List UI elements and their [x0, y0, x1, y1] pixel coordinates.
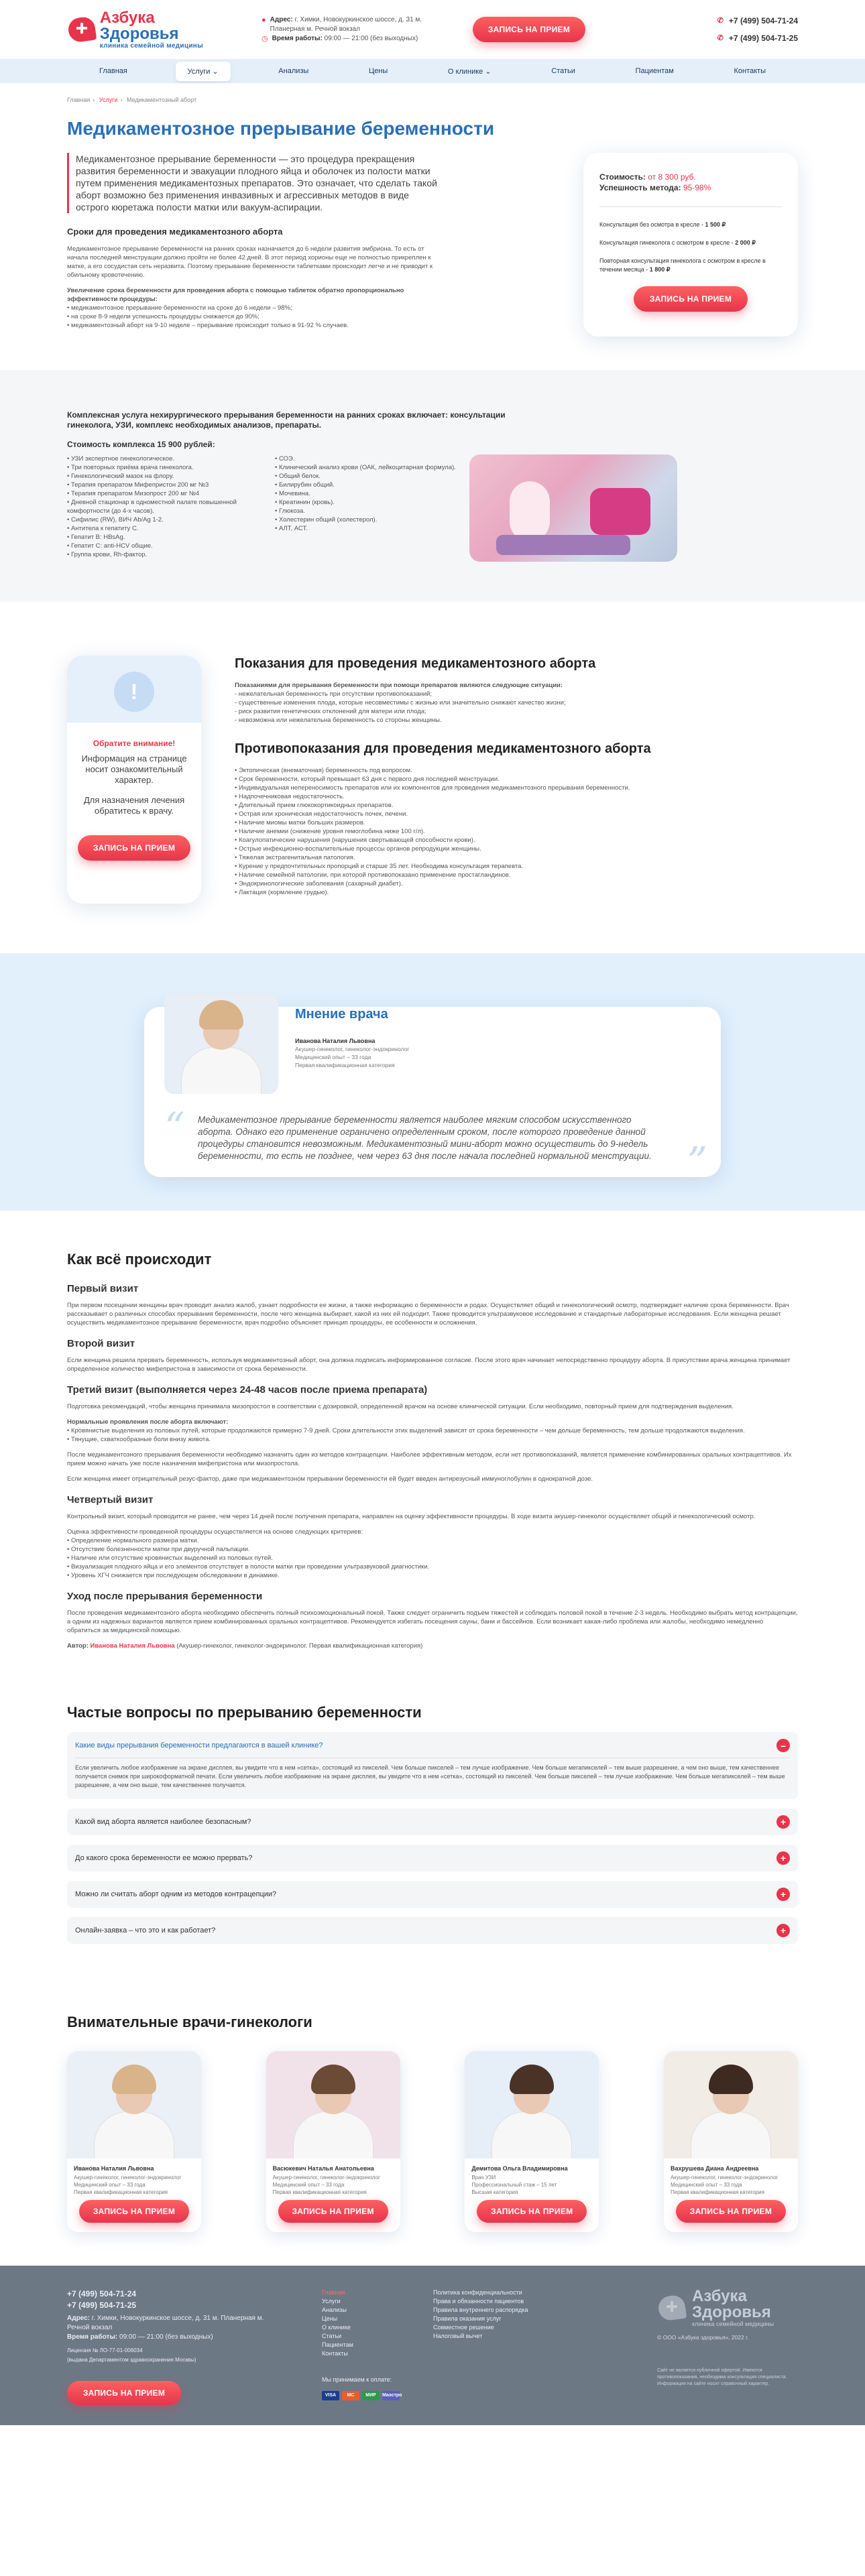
doctor-role: Акушер-гинеколог, гинеколог-эндокринолог — [670, 2174, 778, 2181]
site-footer — [0, 2266, 865, 2425]
complex-title: Комплексная услуга нехирургического прерывания беременности на ранних сроках включает: консультации гинеколога, УЗИ, комплекс необходимых анализов, препараты. — [67, 410, 506, 430]
visit-text: • Кровянистые выделения из половых путей, которые продолжаются примерно 7-9 дней. Сроки длительности этих выделений зависят от срока беременности – чем дольше беременность, тем дольше продолжаются выделения. • Тянущие, схваткообразные боли внизу живота. — [67, 1427, 745, 1443]
contraindication-item: • Эктопическая (внематочная) беременность под вопросом. — [235, 767, 412, 774]
price-card: Стоимость: от 8 300 руб. Успешность метода: 95-98% Консультация без осмотра в кресле - 1 500 ₽ Консультация гинеколога с осмотром в кресле - 2 000 ₽ Повторная консультация гинеколога с осмотром в кресле в течении месяца - 1 800 ₽ ЗАПИСЬ НА ПРИЕМ — [583, 153, 798, 336]
payment-methods — [322, 2391, 400, 2400]
footer-legal-link[interactable]: Совместное решение — [433, 2324, 494, 2331]
success-label: Успешность метода: — [599, 183, 681, 192]
header-address-block — [262, 15, 453, 44]
clinic-photo — [469, 454, 677, 562]
contraindication-item: • Срок беременности, который превышает 63 дня с первого дня последней менструации. — [235, 776, 500, 783]
complex-list-item: • Гепатит С: anti-HCV общие. — [67, 542, 153, 550]
nav-patients[interactable]: Пациентам — [635, 67, 674, 75]
footer-nav-link[interactable]: Пациентам — [322, 2341, 353, 2348]
phone-1[interactable]: +7 (499) 504-71-24 — [728, 16, 798, 25]
nav-prices[interactable]: Цены — [369, 67, 388, 75]
warning-text: Для назначения лечения обратитесь к врачу. — [83, 795, 185, 816]
appointment-button[interactable]: ЗАПИСЬ НА ПРИЕМ — [79, 2200, 189, 2223]
doctor-role: Акушер-гинеколог, гинеколог-эндокринолог — [74, 2174, 182, 2181]
footer-nav-link[interactable]: Главная — [322, 2289, 345, 2296]
doctor-photo — [465, 2051, 599, 2158]
phone-2[interactable]: +7 (499) 504-71-25 — [728, 34, 798, 43]
complex-list-item: • Гепатит В: HBsAg. — [67, 534, 125, 541]
phone-icon: ✆ — [717, 17, 724, 25]
main-nav — [0, 59, 865, 83]
doctor-category: Первая квалификационная категория — [272, 2189, 367, 2195]
price-row-label: Консультация гинеколога с осмотром в кресле — [599, 239, 730, 246]
pay-title: Мы принимаем к оплате: — [322, 2376, 392, 2383]
complex-list-item: • УЗИ экспертное гинекологическое. — [67, 455, 174, 463]
doctor-name: Васюкевич Наталья Анатольевна — [272, 2165, 374, 2172]
phone-icon: ✆ — [717, 34, 724, 42]
doctor-name: Вахрушева Диана Андреевна — [670, 2165, 759, 2172]
doctor-experience: Медицинский опыт – 33 года — [74, 2182, 146, 2188]
doctor-photo — [67, 2051, 201, 2158]
plus-icon[interactable]: + — [776, 1888, 790, 1901]
price-row-label: Консультация без осмотра в кресле — [599, 221, 700, 228]
doctor-category: Первая квалификационная категория — [295, 1062, 395, 1068]
complex-list-item: • Билирубин общий. — [275, 481, 335, 489]
doctor-photo — [266, 2051, 400, 2158]
complex-list-item: • Терапия препаратом Мифепристон 200 мг №3 — [67, 481, 209, 489]
faq-answer: Если увеличить любое изображение на экране дисплея, вы увидите что в нем «сетка», состоящий из пикселей. Чем больше пикселей – тем лучше изображение. Чем больше мегапикселей – тем выше разрешение, а чем оно выше, тем качественнее получается снимок при широкоформатной печати. Если увеличить любое изображение на экране дисплея, вы увидите что в нем «сетка», состоящий из пикселей. Чем больше пикселей – тем лучше изображение. Чем больше мегапикселей – тем выше разрешение, а чем оно выше, тем качественнее получается. — [75, 1764, 785, 1788]
doctor-role: Акушер-гинеколог, гинеколог-эндокринолог — [272, 2174, 381, 2181]
complex-list-item: • Дневной стационар в одноместной палате повышенной комфортности (до 4-х часов). — [67, 499, 237, 515]
faq-question: Онлайн-заявка – что это и как работает? — [75, 1926, 216, 1935]
footer-nav-link[interactable]: Услуги — [322, 2298, 341, 2305]
complex-list-2 — [275, 454, 456, 562]
indication-item: - невозможна или нежелательна беременность со стороны женщины. — [235, 717, 442, 724]
plus-icon[interactable]: + — [776, 1815, 790, 1829]
footer-nav-link[interactable]: Анализы — [322, 2307, 347, 2313]
nav-analyses[interactable]: Анализы — [278, 67, 309, 75]
warning-title: Обратите внимание! — [93, 739, 176, 748]
disclaimer: Сайт не является публичной офертой. Имеются противопоказания, необходима консультация специалиста. Информация на сайте носит справочный характер. — [657, 2368, 787, 2386]
minus-icon[interactable]: – — [776, 1739, 790, 1752]
indication-item: - нежелательная беременность при отсутствии противопоказаний; — [235, 690, 432, 698]
faq-question: Какой вид аборта является наиболее безопасным? — [75, 1818, 251, 1826]
complex-list-item: • Холестерин общий (холестерол). — [275, 516, 378, 524]
payment-method-icon: Маэстро — [382, 2391, 400, 2400]
appointment-button[interactable]: ЗАПИСЬ НА ПРИЕМ — [676, 2200, 786, 2223]
complex-list-item: • СОЭ. — [275, 455, 295, 463]
doctor-name: Иванова Наталия Львовна — [295, 1038, 376, 1044]
contraindication-item: • Длительный прием глюкокортикоидных препаратов. — [235, 802, 394, 809]
footer-legal-link[interactable]: Налоговый вычет — [433, 2333, 483, 2339]
nav-about[interactable] — [436, 62, 504, 81]
faq-item[interactable] — [67, 1845, 798, 1872]
address-text: г. Химки, Новокуркинское шоссе, д. 31 м. Планерная м. Речной вокзал — [270, 16, 422, 33]
how-title: Как всё происходит — [67, 1251, 212, 1268]
visit-heading: Первый визит — [67, 1283, 139, 1294]
normal-signs-heading: Нормальные проявления после аборта включают: — [67, 1418, 229, 1426]
complex-list-item: • Гинекологический мазок на флору. — [67, 473, 174, 480]
heart-cross-icon — [67, 15, 95, 44]
appointment-button[interactable]: ЗАПИСЬ НА ПРИЕМ — [278, 2200, 388, 2223]
contraindication-item: • Эндокринологические заболевания (сахарный диабет). — [235, 880, 403, 887]
faq-item-open[interactable] — [67, 1732, 798, 1799]
complex-list-item: • Мочевина. — [275, 490, 310, 497]
doctor-card[interactable] — [266, 2051, 400, 2232]
nav-services[interactable] — [176, 62, 231, 81]
clock-icon: ◷ — [262, 35, 268, 43]
indication-item: - риск развития генетических отклонений для матери или плода; — [235, 708, 426, 715]
footer-nav-link[interactable]: Цены — [322, 2315, 338, 2322]
logo[interactable] — [67, 10, 228, 50]
doctor-opinion-section — [0, 953, 865, 1211]
footer-address-label: Адрес: — [67, 2315, 90, 2322]
doctor-category: Высшая категория — [471, 2189, 518, 2195]
appointment-button[interactable]: ЗАПИСЬ НА ПРИЕМ — [473, 17, 585, 42]
chevron-down-icon: ⌄ — [485, 67, 492, 76]
contraindication-item: • Курение у предпочтительных пропорций и старше 35 лет. Необходима консультация терапевта. — [235, 863, 524, 870]
nav-contacts[interactable]: Контакты — [734, 67, 766, 75]
contraindications-title: Противопоказания для проведения медикаментозного аборта — [235, 741, 651, 756]
success-value: 95-98% — [683, 183, 711, 192]
visit-text: Подготовка рекомендаций, чтобы женщина принимала мизопростол в соответствии с дозировкой, определенной врачом на основе клинической ситуации. Если необходимо, повторный прием для подтверждения выделения. — [67, 1403, 734, 1410]
footer-hours: 09:00 — 21:00 (без выходных) — [119, 2333, 213, 2341]
footer-legal-link[interactable]: Политика конфиденциальности — [433, 2289, 522, 2296]
contraindication-item: • Лактация (кормление грудью). — [235, 889, 329, 896]
location-icon: ● — [262, 16, 266, 24]
heart-cross-icon — [657, 2293, 687, 2323]
payment-method-icon: МИР — [362, 2391, 380, 2400]
footer-phone-2[interactable]: +7 (499) 504-71-25 — [67, 2301, 137, 2310]
nav-home[interactable]: Главная — [99, 67, 127, 75]
address-label: Адрес: — [270, 16, 293, 23]
contraindication-item: • Индивидуальная непереносимость препаратов или их компонентов для проведения медикаментозного прерывания беременности. — [235, 784, 630, 792]
author-role: (Акушер-гинеколог, гинеколог-эндокринолог. Первая квалификационная категория) — [176, 1642, 423, 1650]
contraindication-item: • Наличие семейной патологии, при которой противопоказано применение простагландинов. — [235, 871, 511, 879]
contraindication-item: • Наличие миомы матки больших размеров. — [235, 819, 365, 826]
contraindication-item: • Тяжелая экстрагенитальная патология. — [235, 854, 355, 861]
efficiency-item: • на сроке 8-9 недели успешность процедуры снижается до 90%; — [67, 313, 260, 320]
appointment-button[interactable]: ЗАПИСЬ НА ПРИЕМ — [634, 286, 748, 312]
cost-label: Стоимость: — [599, 172, 646, 182]
footer-nav-link[interactable]: Контакты — [322, 2350, 348, 2357]
contraindication-item: • Острые инфекционно-воспалительные процессы органов репродукции женщины. — [235, 845, 481, 853]
complex-service-section — [0, 370, 865, 602]
complex-price: Стоимость комплекса 15 900 рублей: — [67, 440, 215, 449]
nav-about-label: О клинике — [447, 67, 483, 76]
breadcrumb-home[interactable]: Главная — [67, 97, 91, 103]
nav-articles[interactable]: Статьи — [551, 67, 575, 75]
nav-services-label: Услуги — [187, 67, 211, 76]
logo-word-1: Азбука — [99, 8, 155, 27]
appointment-button[interactable]: ЗАПИСЬ НА ПРИЕМ — [67, 2381, 181, 2405]
opinion-title: Мнение врача — [295, 1007, 388, 1022]
faq-question: Можно ли считать аборт одним из методов контрацепции? — [75, 1890, 277, 1898]
footer-legal-link[interactable]: Права и обязанности пациентов — [433, 2298, 524, 2305]
logo-tagline: клиника семейной медицины — [99, 42, 203, 50]
footer-hours-label: Время работы: — [67, 2333, 118, 2341]
complex-list-item: • Глюкоза. — [275, 507, 305, 515]
site-header — [0, 0, 865, 59]
complex-list-item: • Клинический анализ крови (ОАК, лейкоцитарная формула). — [275, 464, 456, 471]
footer-legal-link[interactable]: Правила внутреннего распорядка — [433, 2307, 528, 2313]
copyright: © ООО «Азбука здоровья», 2022 г. — [657, 2334, 749, 2341]
efficiency-heading: Увеличение срока беременности для проведения аборта с помощью таблеток обратно пропорционально эффективности процедуры: — [67, 287, 404, 303]
visit-heading: Третий визит (выполняется через 24-48 часов после приема препарата) — [67, 1384, 428, 1396]
contraindication-item: • Коагулопатические нарушения (нарушения свертывающей способности крови). — [235, 837, 475, 844]
payment-method-icon: VISA — [322, 2391, 339, 2400]
complex-list-1 — [67, 454, 262, 562]
footer-logo[interactable] — [657, 2288, 798, 2327]
breadcrumb-current: Медикаментозный аборт — [126, 97, 197, 103]
terms-text: Медикаментозное прерывание беременности на ранних сроках назначается до 6 недели развития эмбриона. То есть от начала последней менструации должно пройти не более 42 дней. В этот период хорионы еще не полностью прикреплен к матке, а его сосудистая сеть неразвита. Поэтому прерывание беременности таблетками происходит легче и не приводит к обильному кровотечению. — [67, 245, 433, 279]
contraindication-item: • Наличие анемии (снижение уровня гемоглобина ниже 100 г/л). — [235, 828, 425, 835]
footer-nav — [322, 2288, 400, 2358]
contraindication-item: • Острая или хроническая недостаточность почек, печени. — [235, 810, 408, 818]
footer-legal-links — [433, 2288, 528, 2405]
doctor-experience: Медицинский опыт – 33 года — [272, 2182, 345, 2188]
intro-lead: Медикаментозное прерывание беременности — это процедура прекращения развития беременности и эвакуации плодного яйца и оболочек из полости матки путем применения медикаментозных препаратов. Это означает, что сделать такой аборт возможно без применения инвазивных и агрессивных методов в виде острого кюретажа полости матки или вакуум-аспирации. — [67, 153, 443, 213]
appointment-button[interactable]: ЗАПИСЬ НА ПРИЕМ — [477, 2200, 587, 2223]
breadcrumb: Главная › Услуги › Медикаментозный аборт — [67, 97, 197, 103]
complex-list-item: • Группа крови, Rh-фактор. — [67, 551, 148, 558]
indications-intro: Показаниями для прерывания беременности при помощи препаратов являются следующие ситуации: — [235, 682, 563, 689]
author-label: Автор: — [67, 1642, 89, 1650]
doctor-card[interactable] — [465, 2051, 599, 2232]
visit-text: Оценка эффективности проведенной процедуры осуществляется на основе следующих критериев: • Определение нормального размера матки. • Отсутствие болезненности матки при двуручной пальпации. • Наличие или отсутствие кровянистых выделений из половых путей. • Визуализация плодного яйца и его элементов отсутствует в полости матки при проведении ультразвуковой диагностики. • Уровень ХГЧ снижается при последующем обследовании в динамике. — [67, 1528, 430, 1579]
author-link[interactable]: Иванова Наталия Львовна — [90, 1642, 175, 1650]
faq-item[interactable] — [67, 1917, 798, 1944]
price-row-value: 2 000 ₽ — [735, 239, 756, 246]
complex-list-item: • Общий белок. — [275, 473, 321, 480]
complex-list-item: • АЛТ, АСТ. — [275, 525, 308, 532]
footer-nav-link[interactable]: О клинике — [322, 2324, 351, 2331]
quote-close-icon: ” — [687, 1139, 707, 1186]
doctor-photo — [664, 2051, 798, 2158]
doctor-role: Врач УЗИ — [471, 2174, 496, 2181]
contraindication-item: • Надпочечниковая недостаточность. — [235, 793, 345, 800]
efficiency-item: • медикаментозный аборт на 9-10 неделе – прерывание происходит только в 91-92 % случаев. — [67, 322, 349, 329]
quote-open-icon: “ — [164, 1104, 185, 1151]
complex-list-item: • Креатинин (кровь). — [275, 499, 335, 506]
logo-word-2: Здоровья — [99, 24, 179, 43]
breadcrumb-services[interactable]: Услуги — [99, 97, 118, 103]
visit-text: Если женщина имеет отрицательный резус-фактор, даже при медикаментозном прерывании беременности ей будет введен антирезусный иммуноглобулин в однократной дозе. — [67, 1475, 593, 1483]
doctor-card[interactable] — [664, 2051, 798, 2232]
faq-item[interactable] — [67, 1808, 798, 1835]
doctor-category: Первая квалификационная категория — [670, 2189, 764, 2195]
opinion-card — [144, 1007, 721, 1186]
faq-item[interactable] — [67, 1881, 798, 1908]
indications-title: Показания для проведения медикаментозного аборта — [235, 656, 596, 671]
complex-list-item: • Терапия препаратом Мизопрост 200 мг №4 — [67, 490, 200, 497]
warning-card — [67, 656, 201, 904]
doctor-experience: Медицинский опыт – 33 года — [670, 2182, 742, 2188]
terms-heading: Сроки для проведения медикаментозного аборта — [67, 227, 283, 237]
doctor-role: Акушер-гинеколог, гинеколог-эндокринолог — [295, 1046, 410, 1052]
faq-title: Частые вопросы по прерыванию беременности — [67, 1704, 422, 1721]
price-row-label: Повторная консультация гинеколога с осмотром в кресле в течении месяца — [599, 257, 766, 273]
visit-heading: Второй визит — [67, 1338, 135, 1349]
contraindications-list — [235, 766, 798, 897]
plus-icon[interactable]: + — [776, 1851, 790, 1865]
footer-legal-link[interactable]: Правила оказания услуг — [433, 2315, 502, 2322]
doctor-experience: Профессиональный стаж – 15 лет — [471, 2182, 557, 2188]
price-row-value: 1 800 ₽ — [649, 266, 671, 273]
doctor-name: Демитова Ольга Владимировна — [471, 2165, 568, 2172]
hours-label: Время работы: — [272, 35, 323, 42]
opinion-quote: Медикаментозное прерывание беременности является наиболее мягким способом искусственного аборта. Однако его применение ограничено определенным сроком, после которого проведение данной процедуры становится невозможным. Медикаментозный мини-аборт можно осуществить до 9-недель беременности, то есть не позднее, чем через 63 дня после начала последней нормальной менструации. — [198, 1115, 652, 1161]
doctors-title: Внимательные врачи-гинекологи — [67, 2014, 312, 2030]
cost-value: от 8 300 руб. — [648, 172, 696, 182]
exclamation-icon: ! — [114, 672, 154, 712]
hours-text: 09:00 — 21:00 (без выходных) — [324, 35, 418, 42]
doctor-experience: Медицинский опыт – 33 года — [295, 1054, 371, 1060]
visit-text: Если женщина решила прервать беременность, используя медикаментозный аборт, она должна подписать информированное согласие. После этого врач начинает непосредственно процедуру аборта. В присутствии врача женщина принимает определенное количество мифепристона в зависимости от срока беременности. — [67, 1357, 791, 1373]
footer-license-issuer: (выдана Департаментом здравоохранения Москвы) — [67, 2357, 196, 2363]
doctor-name: Иванова Наталия Львовна — [74, 2165, 154, 2172]
footer-logo-tagline: клиника семейной медицины — [692, 2321, 774, 2327]
doctor-category: Первая квалификационная категория — [74, 2189, 168, 2195]
appointment-button[interactable]: ЗАПИСЬ НА ПРИЕМ — [78, 835, 190, 861]
plus-icon[interactable]: + — [776, 1924, 790, 1937]
faq-question: До какого срока беременности ее можно прервать? — [75, 1854, 253, 1862]
doctor-card[interactable] — [67, 2051, 201, 2232]
visit-heading: Четвертый визит — [67, 1494, 154, 1506]
footer-logo-word-1: Азбука — [692, 2287, 747, 2305]
footer-phone-1[interactable]: +7 (499) 504-71-24 — [67, 2289, 137, 2298]
efficiency-item: • медикаментозное прерывание беременности на сроке до 6 недели – 98%; — [67, 304, 292, 312]
complex-list-item: • Антитела к гепатиту С. — [67, 525, 139, 532]
visit-text: После медикаментозного прерывания беременности необходимо назначить один из методов контрацепции. Наиболее эффективным методом, если нет противопоказаний, является применение комбинированных оральных контрацептивов. Их прием можно начать уже после назначения мифепристона или мизопростола. — [67, 1451, 792, 1467]
indication-item: - существенные изменения плода, которые несовместимы с жизнью или значительно снижают качество жизни; — [235, 699, 566, 707]
payment-method-icon: MC — [342, 2391, 359, 2400]
visit-text: После проведения медикаментозного аборта необходимо обеспечить полный психоэмоциональный покой. Также следует ограничить подъем тяжестей и соблюдать половой покой в течение 2-3 недель. Необходимо выбрать метод контрацепции, а одним из надежных вариантов является прием комбинированных оральных контрацептивов. Рекомендуется избегать посещения сауны, бани и бассейнов. Если возникает какая-либо проблема или жалобы, необходимо немедленно обратиться за медицинской помощью. — [67, 1609, 798, 1634]
footer-address: г. Химки, Новокуркинское шоссе, д. 31 м. Планерная м. Речной вокзал — [67, 2315, 264, 2331]
footer-nav-link[interactable]: Статьи — [322, 2333, 342, 2339]
price-row-value: 1 500 ₽ — [705, 221, 726, 228]
footer-logo-word-2: Здоровья — [692, 2303, 771, 2321]
indications-text — [235, 681, 798, 725]
footer-license: Лицензия № ЛО-77-01-006034 — [67, 2347, 143, 2353]
page-title: Медикаментозное прерывание беременности — [67, 118, 495, 139]
chevron-down-icon: ⌄ — [212, 67, 219, 76]
visit-text: При первом посещении женщины врач проводит анализ жалоб, узнает подробности ее жизни, а также информацию о беременности и родах. Осуществляет общий и гинекологический осмотр, подтверждает наличие срока беременности. Врач рассказывает о различных способах прерывания беременности, после чего женщина выбирает, какой из них ей подходит. Также проводится ультразвуковое исследование и стандартные лабораторные исследования. Если женщина решает осуществить медикаментозное прерывание беременности, врач подробно объясняет принцип процедуры, ее особенности и осложнения. — [67, 1302, 789, 1327]
complex-list-item: • Три повторных приёма врача гинеколога. — [67, 464, 194, 471]
visit-heading: Уход после прерывания беременности — [67, 1591, 263, 1602]
warning-text: Информация на странице носит ознакомительный характер. — [81, 753, 187, 785]
visit-text: Контрольный визит, который проводится не ранее, чем через 14 дней после получения препарата, направлен на оценку эффективности процедуры. В ходе визита акушер-гинеколог осуществляет общий и гинекологический осмотр. — [67, 1513, 756, 1520]
faq-question: Какие виды прерывания беременности предлагаются в вашей клинике? — [75, 1741, 323, 1750]
complex-list-item: • Сифилис (RW), ВИЧ Ab/Ag 1-2. — [67, 516, 164, 524]
